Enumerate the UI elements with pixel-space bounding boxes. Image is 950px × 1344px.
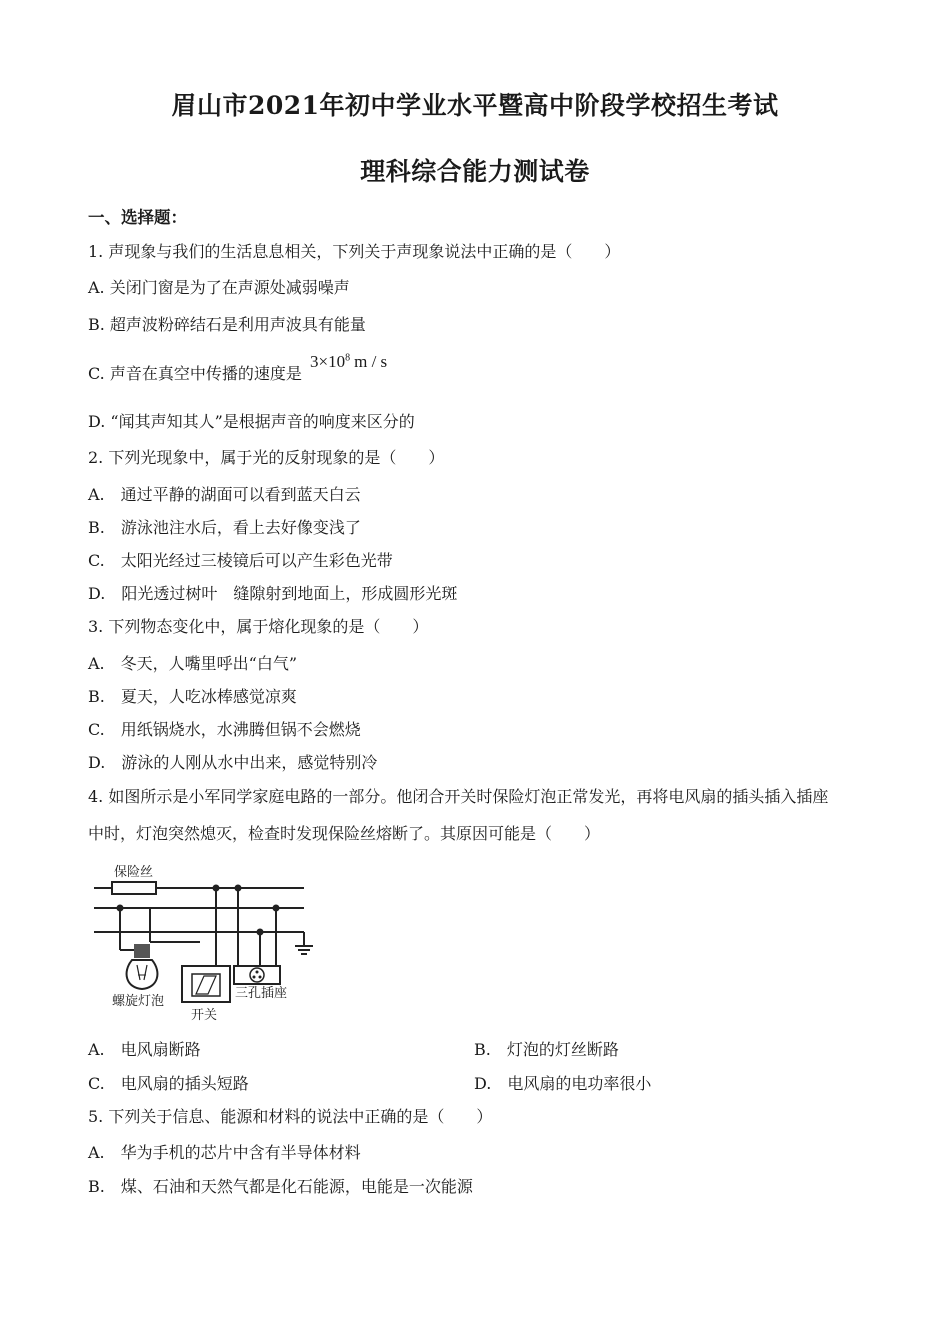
q3-option-a: A. 冬天，人嘴里呼出“白气” [88,654,298,673]
q5-option-a: A. 华为手机的芯片中含有半导体材料 [88,1143,361,1162]
switch-icon [182,966,230,1002]
q2-option-b: B. 游泳池注水后，看上去好像变浅了 [88,518,361,537]
q1-stem: 1. 声现象与我们的生活息息相关，下列关于声现象说法中正确的是（ ） [88,242,621,261]
q3-option-d: D. 游泳的人刚从水中出来，感觉特别冷 [88,753,378,772]
three-pin-socket-icon [234,966,280,984]
q4-option-b: B. 灯泡的灯丝断路 [474,1040,619,1059]
q4-stem-line2: 中时，灯泡突然熄灭，检查时发现保险丝熔断了。其原因可能是（ ） [88,824,601,843]
formula-exponent: 8 [345,352,351,364]
switch-label: 开关 [191,1008,218,1023]
q2-stem: 2. 下列光现象中，属于光的反射现象的是（ ） [88,448,445,467]
q4-stem-line1: 4. 如图所示是小军同学家庭电路的一部分。他闭合开关时保险灯泡正常发光，再将电风扇的插头插入插座 [88,787,829,806]
section-heading: 一、选择题： [88,208,187,227]
formula-base: 3×10 [310,352,346,371]
bulb-label: 螺旋灯泡 [112,994,165,1009]
fuse [112,882,156,894]
q4-option-d: D. 电风扇的电功率很小 [474,1074,652,1093]
q1-option-d: D. “闻其声知其人”是根据声音的响度来区分的 [88,412,415,431]
q4-option-a: A. 电风扇断路 [88,1040,201,1059]
circuit-diagram [92,862,324,1024]
fuse-label: 保险丝 [114,865,154,880]
q2-option-a: A. 通过平静的湖面可以看到蓝天白云 [88,485,361,504]
formula-unit: m / s [354,352,388,371]
q2-option-c: C. 太阳光经过三棱镜后可以产生彩色光带 [88,551,393,570]
q5-option-b: B. 煤、石油和天然气都是化石能源，电能是一次能源 [88,1177,473,1196]
q2-option-d: D. 阳光透过树叶 缝隙射到地面上，形成圆形光斑 [88,584,458,603]
q4-option-c: C. 电风扇的插头短路 [88,1074,249,1093]
exam-subtitle: 理科综合能力测试卷 [360,157,590,186]
q5-stem: 5. 下列关于信息、能源和材料的说法中正确的是（ ） [88,1107,493,1126]
q3-stem: 3. 下列物态变化中，属于熔化现象的是（ ） [88,617,429,636]
q1-option-a: A. 关闭门窗是为了在声源处减弱噪声 [88,278,350,297]
q1-option-b: B. 超声波粉碎结石是利用声波具有能量 [88,315,366,334]
q3-option-c: C. 用纸锅烧水，水沸腾但锅不会燃烧 [88,720,361,739]
q1-option-c-formula [310,352,387,372]
q3-option-b: B. 夏天，人吃冰棒感觉凉爽 [88,687,297,706]
socket-label: 三孔插座 [235,986,288,1001]
exam-title: 眉山市2021年初中学业水平暨高中阶段学校招生考试 [171,91,779,120]
q1-option-c: C. 声音在真空中传播的速度是 [88,364,302,383]
